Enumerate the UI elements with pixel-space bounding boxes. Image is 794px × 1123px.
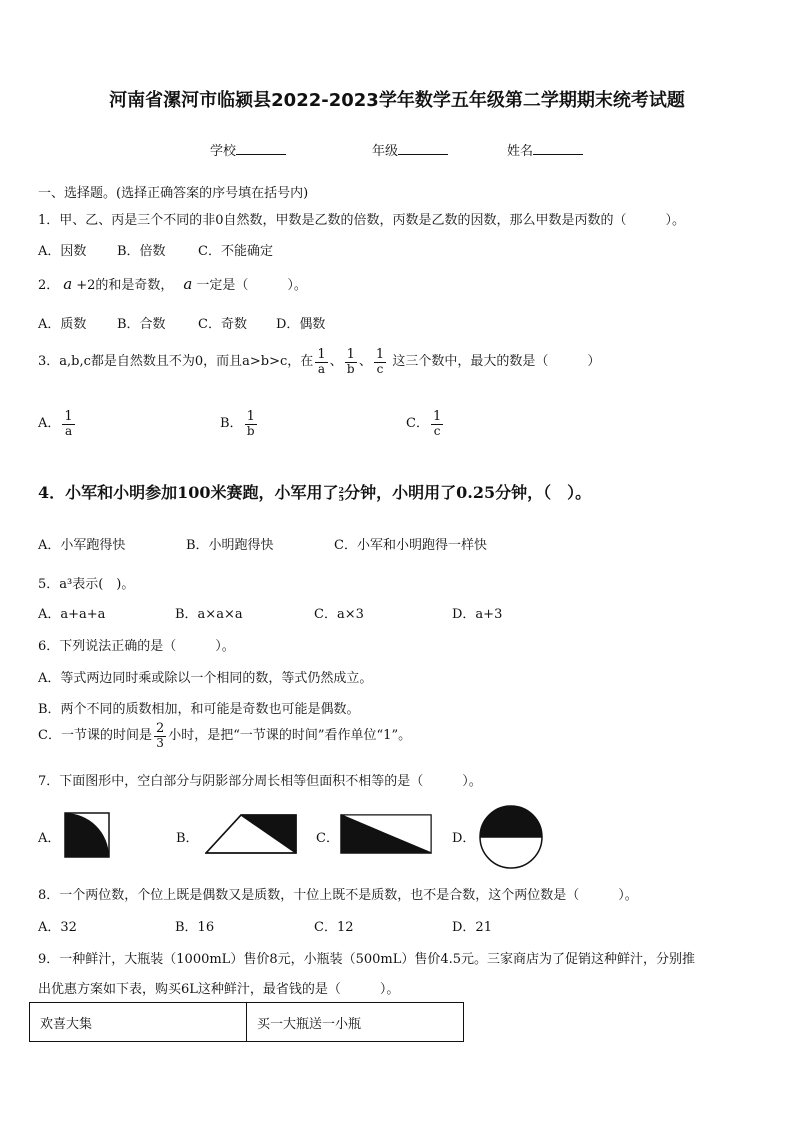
q5-option-b: B．a×a×a <box>175 607 243 622</box>
q1-option-b: B．倍数 <box>117 244 166 259</box>
q4-text <box>38 480 591 503</box>
name-label: 姓名 <box>507 144 534 159</box>
q7-figure-c <box>340 814 432 854</box>
q5-option-c: C．a×3 <box>314 607 364 622</box>
name-blank[interactable] <box>533 142 583 155</box>
name-field <box>507 140 583 159</box>
q7-figure-b <box>205 814 297 854</box>
q5-option-d: D．a+3 <box>452 607 503 622</box>
q3-post: 这三个数中，最大的数是（ ） <box>392 354 601 370</box>
q6-option-c: C．一节课的时间是 $\frac{2}{3}$ 小时，是把“一节课的时间”看作单位“1”。 <box>38 721 412 750</box>
grade-blank[interactable] <box>398 142 448 155</box>
q2-text <box>38 274 307 293</box>
q3-fraction-b: $\frac{1}{b}$ <box>346 347 355 376</box>
q9-line-1: 9．一种鲜汁，大瓶装（1000mL）售价8元，小瓶装（500mL）售价4.5元。三家商店为了促销这种鲜汁，分别推 <box>38 952 696 967</box>
table-cell-offer: 买一大瓶送一小瓶 <box>247 1003 464 1042</box>
q2-option-a: A．质数 <box>38 317 87 332</box>
q8-text: 8．一个两位数，个位上既是偶数又是质数，十位上既不是质数，也不是合数，这个两位数是（ ）。 <box>38 888 638 903</box>
q4-post: 分钟，小明用了0.25分钟，（ ）。 <box>344 483 592 502</box>
q9-table <box>29 1002 464 1042</box>
q2-expression: +2的和是奇数， <box>76 278 174 293</box>
q2-variable: a <box>63 275 73 293</box>
school-blank[interactable] <box>236 142 286 155</box>
q3-fraction-a: $\frac{1}{a}$ <box>317 347 326 376</box>
q9-line-2: 出优惠方案如下表，购买6L这种鲜汁，最省钱的是（ ）。 <box>38 982 400 997</box>
q1-option-c: C．不能确定 <box>198 244 273 259</box>
q6-option-a: A．等式两边同时乘或除以一个相同的数，等式仍然成立。 <box>38 671 373 686</box>
q2-option-d: D．偶数 <box>276 317 326 332</box>
table-row <box>30 1003 464 1042</box>
q3-option-c: C． $\frac{1}{c}$ <box>406 409 442 438</box>
page-title: 河南省漯河市临颍县2022-2023学年数学五年级第二学期期末统考试题 <box>109 90 685 111</box>
q7-figure-d <box>478 804 544 870</box>
grade-label: 年级 <box>372 144 399 159</box>
q2-option-b: B．合数 <box>117 317 166 332</box>
q3-sep-1: 、 <box>329 354 343 370</box>
q3-option-a: A． $\frac{1}{a}$ <box>38 409 73 438</box>
q4-fraction: 2 5 <box>338 484 345 503</box>
q4-option-c: C．小军和小明跑得一样快 <box>334 538 487 553</box>
q3-sep-2: 、 <box>358 354 372 370</box>
q8-option-a: A．32 <box>38 920 77 935</box>
q4-option-a: A．小军跑得快 <box>38 538 126 553</box>
q2-option-c: C．奇数 <box>198 317 247 332</box>
q5-text: 5．a³表示( )。 <box>38 577 135 592</box>
q1-option-a: A．因数 <box>38 244 87 259</box>
q5-option-a: A．a+a+a <box>38 607 106 622</box>
q3-text <box>38 348 600 375</box>
q3-fraction-c: $\frac{1}{c}$ <box>375 347 385 376</box>
q3-option-b: B． $\frac{1}{b}$ <box>220 409 255 438</box>
q4-option-b: B．小明跑得快 <box>186 538 274 553</box>
q2-tail: 一定是（ ）。 <box>196 278 307 293</box>
q7-text: 7．下面图形中，空白部分与阴影部分周长相等但面积不相等的是（ ）。 <box>38 774 482 789</box>
q8-option-b: B．16 <box>175 920 215 935</box>
q7-label-a: A． <box>38 831 61 846</box>
q8-option-c: C．12 <box>314 920 354 935</box>
q8-option-d: D．21 <box>452 920 492 935</box>
q2-number: 2． <box>38 278 60 293</box>
q6-text: 6．下列说法正确的是（ ）。 <box>38 639 235 654</box>
q7-label-d: D． <box>452 831 476 846</box>
q7-label-b: B． <box>176 831 199 846</box>
grade-field <box>372 140 448 159</box>
q3-pre: 3．a,b,c都是自然数且不为0，而且a>b>c，在 <box>38 354 314 370</box>
table-cell-store: 欢喜大集 <box>30 1003 247 1042</box>
q1-text: 1．甲、乙、丙是三个不同的非0自然数，甲数是乙数的倍数，丙数是乙数的因数，那么甲数是丙数的（ ）。 <box>38 213 686 228</box>
school-field <box>210 140 286 159</box>
school-label: 学校 <box>210 144 237 159</box>
q4-pre: 4．小军和小明参加100米赛跑，小军用了 <box>38 483 339 502</box>
q6-option-b: B．两个不同的质数相加，和可能是奇数也可能是偶数。 <box>38 702 360 717</box>
section-heading: 一、选择题。(选择正确答案的序号填在括号内) <box>38 186 309 201</box>
q2-variable-2: a <box>183 275 193 293</box>
q7-figure-a <box>64 812 110 858</box>
q7-label-c: C． <box>316 831 339 846</box>
